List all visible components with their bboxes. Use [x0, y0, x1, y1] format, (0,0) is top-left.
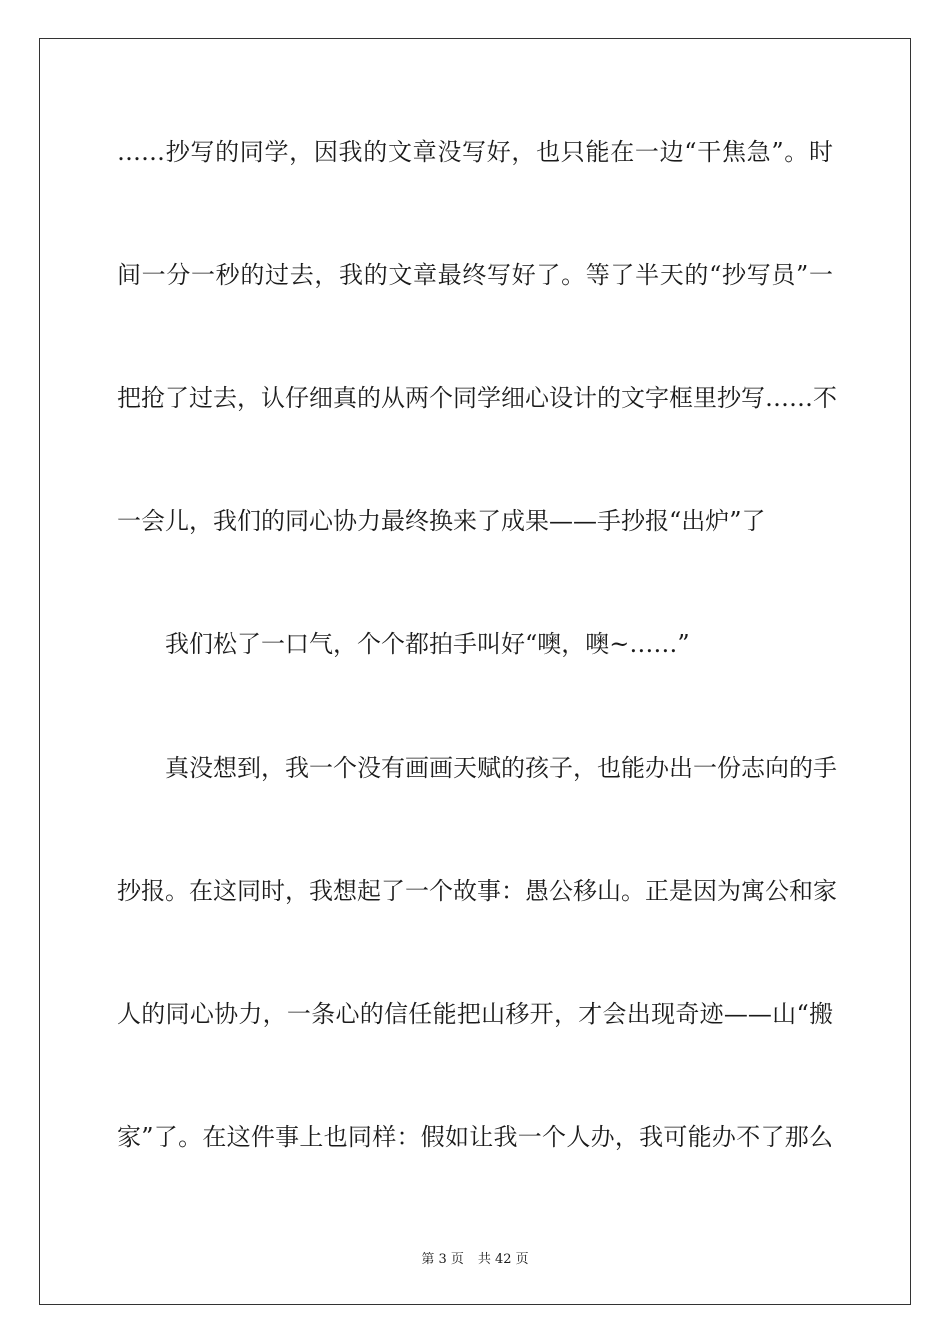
text-line: ……抄写的同学，因我的文章没写好，也只能在一边“干焦急”。时 [117, 138, 833, 166]
page-border [39, 38, 911, 1305]
text-line: 人的同心协力，一条心的信任能把山移开，才会出现奇迹——山“搬 [117, 1000, 833, 1028]
paragraph-start: 我们松了一口气，个个都拍手叫好“噢，噢~……” [165, 630, 690, 658]
text-line: 抄报。在这同时，我想起了一个故事：愚公移山。正是因为寓公和家 [117, 877, 837, 905]
page-total: 共 42 页 [477, 1252, 529, 1267]
page-number: 第 3 页 [421, 1252, 464, 1267]
page-footer [0, 1248, 950, 1267]
text-line: 间一分一秒的过去，我的文章最终写好了。等了半天的“抄写员”一 [117, 261, 833, 289]
text-line: 一会儿，我们的同心协力最终换来了成果——手抄报“出炉”了 [117, 507, 766, 535]
text-line: 把抢了过去，认仔细真的从两个同学细心设计的文字框里抄写……不 [117, 384, 837, 412]
paragraph-start: 真没想到，我一个没有画画天赋的孩子，也能办出一份志向的手 [165, 754, 837, 782]
text-line: 家”了。在这件事上也同样：假如让我一个人办，我可能办不了那么 [117, 1123, 833, 1151]
